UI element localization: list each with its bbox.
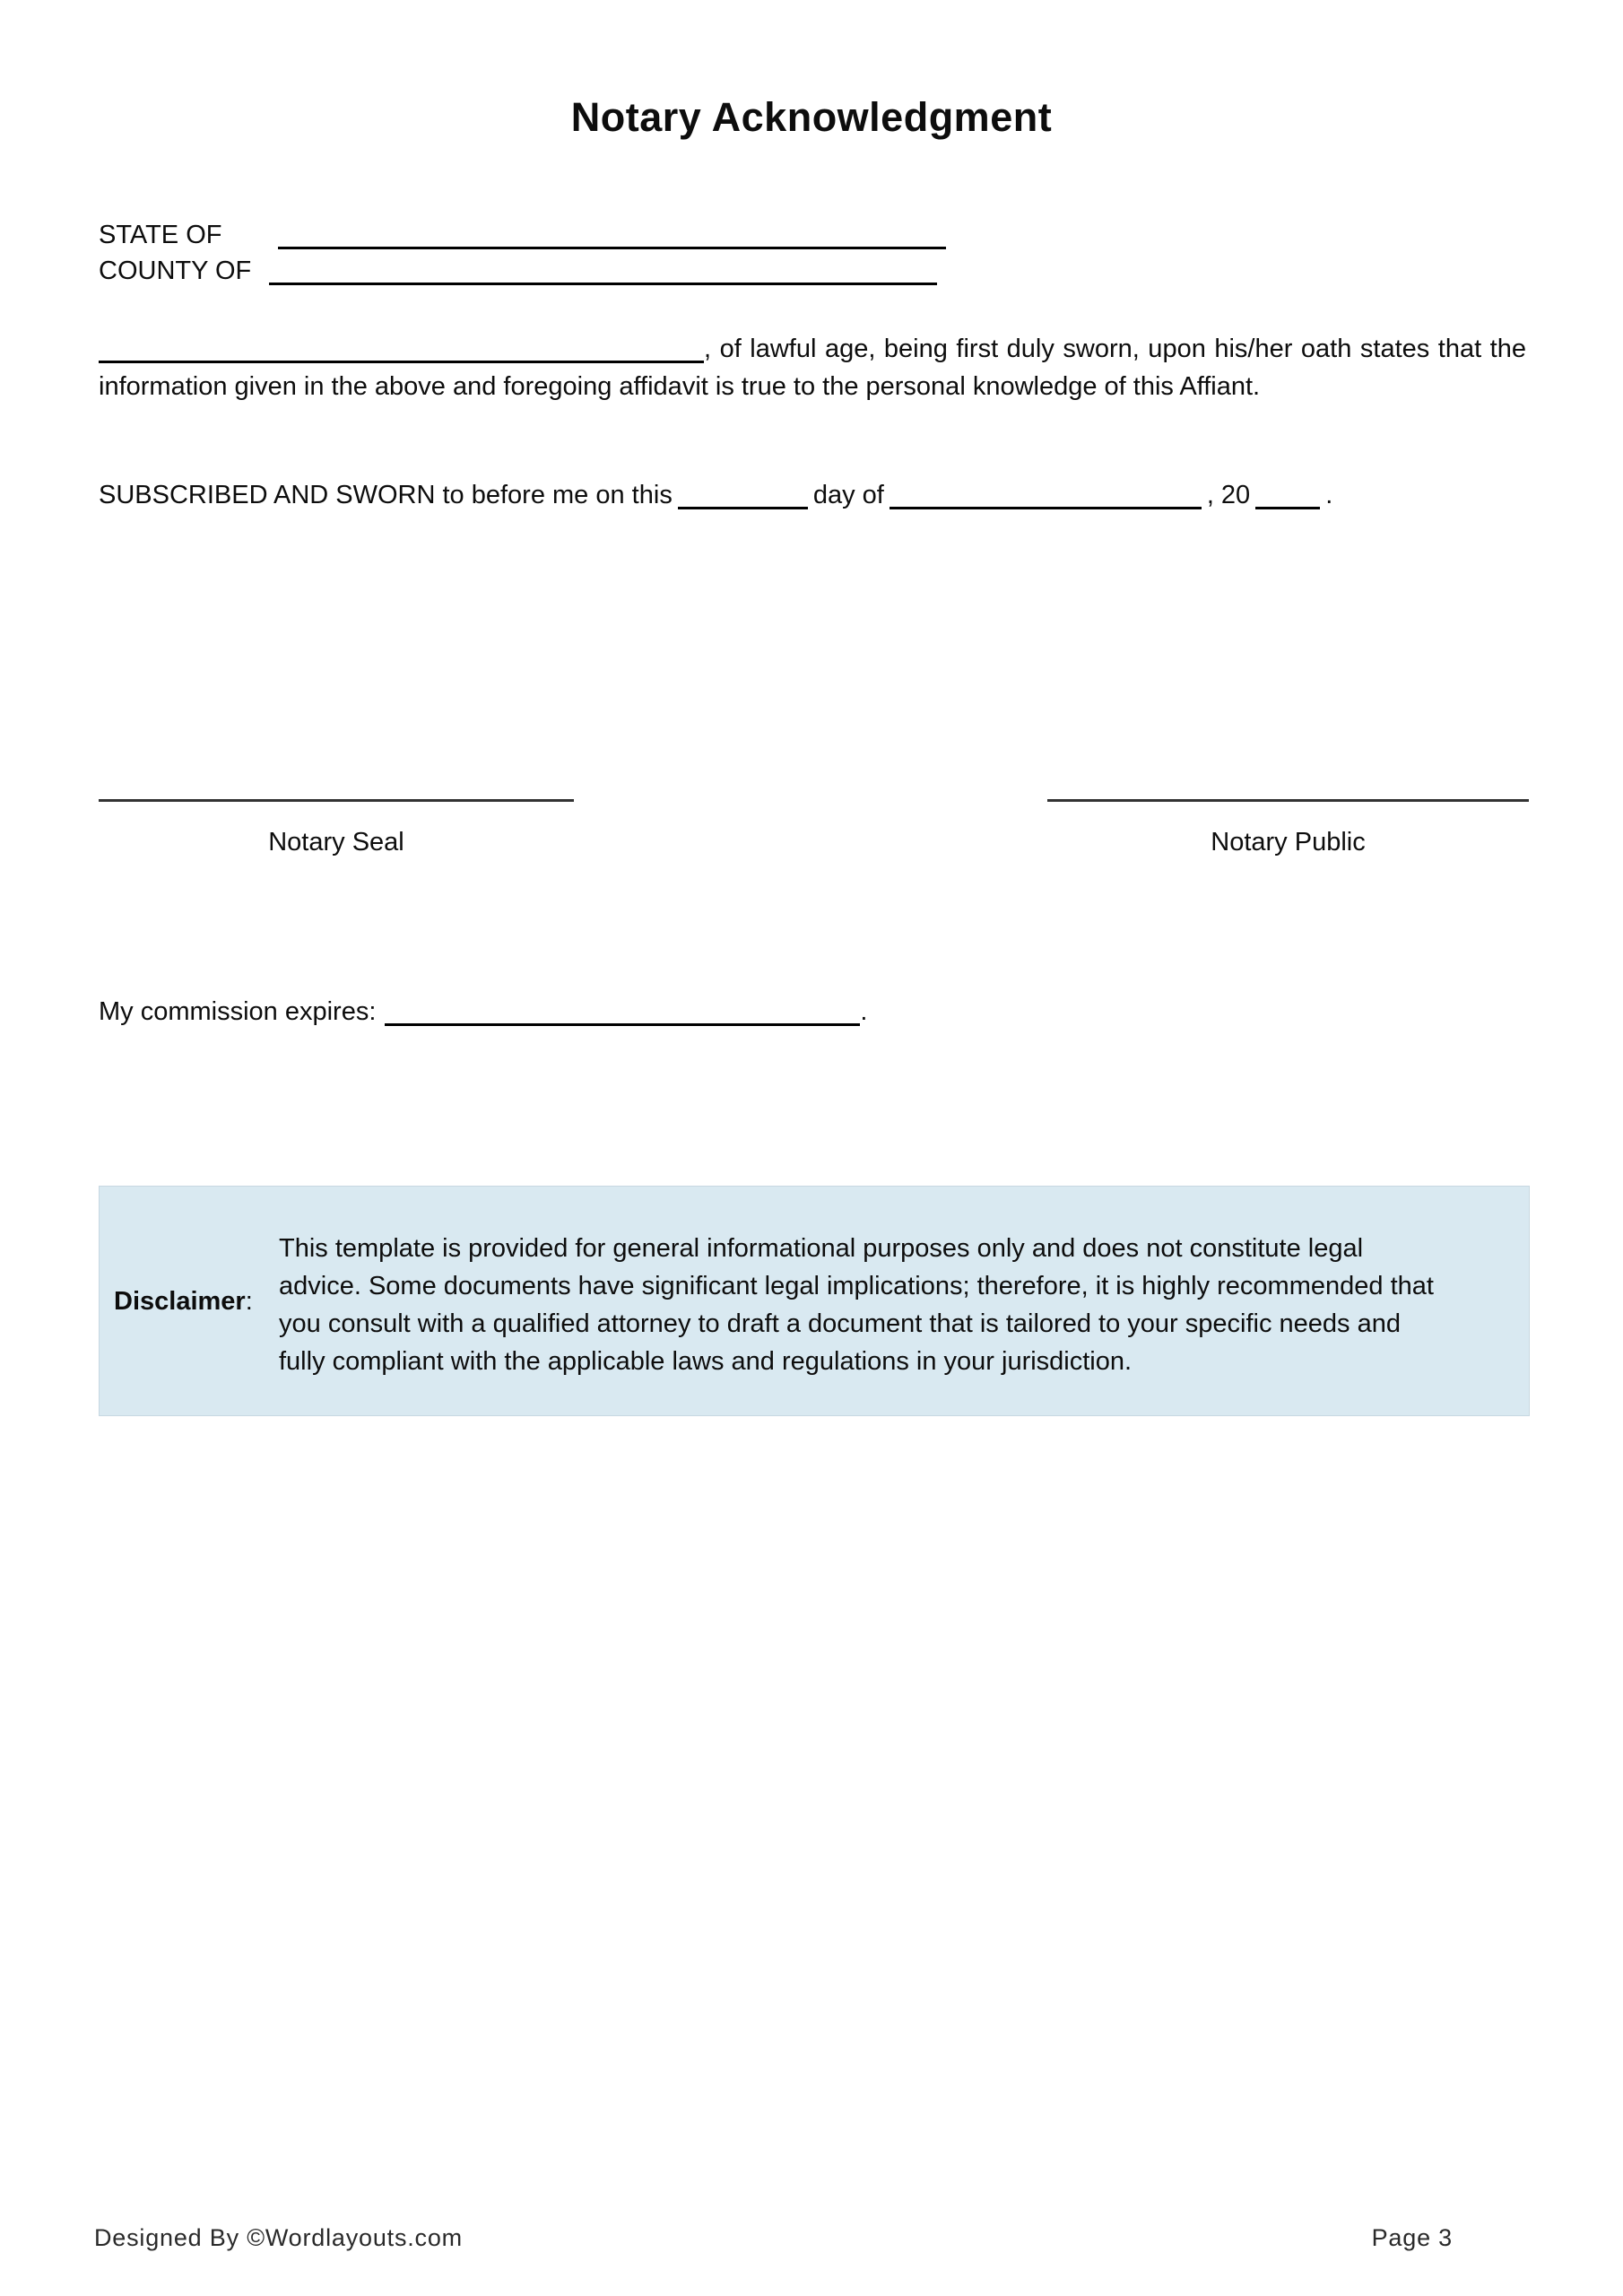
affiant-paragraph xyxy=(99,330,1526,405)
county-of-row xyxy=(99,257,995,292)
disclaimer-text xyxy=(279,1230,1525,1380)
commission-line xyxy=(99,997,867,1027)
footer-page-number: Page 3 xyxy=(1371,2224,1453,2251)
footer-designer-credit: Designed By ©Wordlayouts.com xyxy=(94,2224,463,2251)
day-blank-line xyxy=(678,490,808,509)
state-of-label: STATE OF xyxy=(99,221,222,249)
county-of-label: COUNTY OF xyxy=(99,257,252,285)
commission-period: . xyxy=(860,997,868,1026)
disclaimer-text-line: fully compliant with the applicable laws and regulations in your jurisdiction. xyxy=(279,1347,1133,1376)
disclaimer-box xyxy=(99,1186,1530,1416)
page-title: Notary Acknowledgment xyxy=(570,94,1053,140)
disclaimer-text-line: This template is provided for general informational purposes only and does not constitute legal xyxy=(279,1234,1364,1263)
affiant-name-blank-line xyxy=(99,344,704,363)
disclaimer-label xyxy=(114,1287,253,1317)
commission-blank-line xyxy=(385,1006,860,1026)
sworn-period: . xyxy=(1325,481,1333,509)
notary-seal-label: Notary Seal xyxy=(268,828,404,857)
state-of-row xyxy=(99,221,995,257)
notary-public-block xyxy=(1047,799,1529,857)
disclaimer-text-line: you consult with a qualified attorney to draft a document that is tailored to your specific needs and xyxy=(279,1309,1401,1338)
county-of-blank-line xyxy=(269,265,937,285)
year-blank-line xyxy=(1255,490,1320,509)
jurat-block xyxy=(99,221,995,292)
day-of-text: day of xyxy=(812,481,884,509)
state-of-blank-line xyxy=(278,230,946,249)
sworn-prefix-text: SUBSCRIBED AND SWORN to before me on this xyxy=(99,481,673,509)
disclaimer-text-line: advice. Some documents have significant legal implications; therefore, it is highly recommended that xyxy=(279,1272,1434,1300)
commission-label: My commission expires: xyxy=(99,997,377,1026)
disclaimer-label-colon: : xyxy=(245,1287,253,1316)
sworn-line xyxy=(99,481,1578,510)
month-blank-line xyxy=(890,490,1202,509)
affiant-paragraph-text: , of lawful age, being first duly sworn, upon his/her oath states that the information given in the above and foregoing affidavit is true to the personal knowledge of this Affiant. xyxy=(99,335,1526,401)
notary-public-label: Notary Public xyxy=(1211,828,1366,857)
notary-seal-block xyxy=(99,799,574,857)
year-prefix-text: , 20 xyxy=(1206,481,1251,509)
disclaimer-label-text: Disclaimer xyxy=(114,1287,246,1316)
